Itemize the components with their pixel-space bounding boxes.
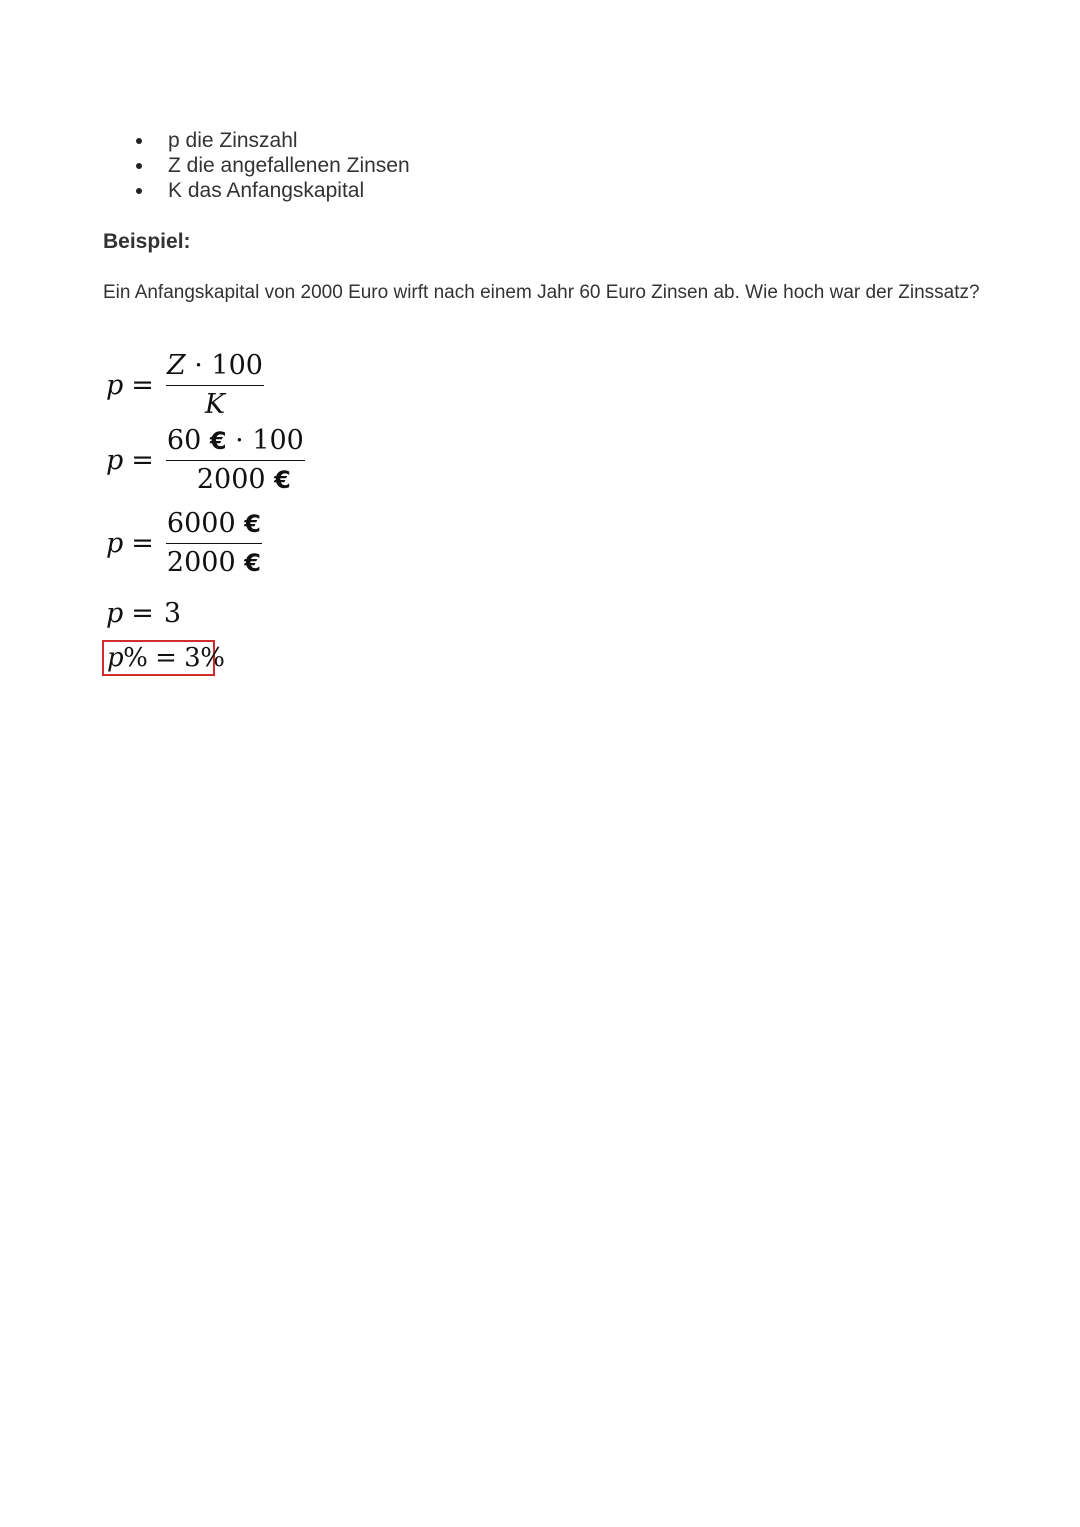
equals-sign: =	[131, 598, 154, 629]
final-answer-equation	[104, 642, 225, 674]
equation-lhs: p	[106, 370, 124, 401]
equation-rest: % = 3%	[123, 643, 225, 673]
fraction-denominator	[197, 461, 305, 496]
list-item-text: K das Anfangskapital	[168, 179, 365, 202]
formula-equation	[106, 350, 264, 421]
equation-lhs: p	[106, 598, 124, 629]
fraction-denominator	[167, 544, 261, 579]
euro-symbol: €	[244, 549, 261, 577]
fraction	[166, 508, 262, 579]
equation-lhs: p	[106, 528, 124, 559]
euro-symbol: €	[209, 427, 227, 455]
substitution-equation	[106, 425, 305, 496]
numerator-rest: · 100	[185, 350, 263, 381]
fraction-numerator	[166, 508, 262, 544]
variable-definition-list	[130, 128, 410, 203]
euro-symbol: €	[274, 466, 291, 494]
bullet-icon	[136, 188, 142, 194]
denominator-value: 2000	[196, 464, 275, 495]
final-answer-box	[102, 640, 225, 676]
fraction-denominator: K	[204, 389, 226, 420]
fraction	[166, 350, 264, 421]
denominator-value: 2000	[166, 547, 245, 578]
equation-lhs: p	[106, 445, 124, 476]
numerator-value: 6000	[166, 508, 245, 539]
euro-symbol: €	[244, 510, 261, 538]
example-heading: Beispiel:	[103, 230, 191, 253]
equals-sign: =	[131, 445, 154, 476]
equals-sign: =	[131, 528, 154, 559]
numerator-variable: Z	[166, 350, 186, 381]
simplified-equation	[106, 508, 262, 579]
numerator-value: 60	[166, 425, 210, 456]
list-item	[130, 178, 410, 203]
numerator-rest: · 100	[226, 425, 304, 456]
example-question: Ein Anfangskapital von 2000 Euro wirft nach einem Jahr 60 Euro Zinsen ab. Wie hoch war der Zinssatz?	[103, 282, 980, 303]
result-equation	[106, 598, 181, 629]
fraction	[166, 425, 305, 496]
fraction-numerator	[166, 350, 264, 386]
equals-sign: =	[131, 370, 154, 401]
bullet-icon	[136, 138, 142, 144]
list-item-text: Z die angefallenen Zinsen	[168, 154, 410, 177]
equation-lhs: p	[107, 643, 124, 673]
list-item	[130, 153, 410, 178]
fraction-numerator	[166, 425, 305, 461]
list-item	[130, 128, 410, 153]
list-item-text: p die Zinszahl	[168, 129, 298, 152]
equation-rhs: 3	[163, 598, 182, 629]
bullet-icon	[136, 163, 142, 169]
